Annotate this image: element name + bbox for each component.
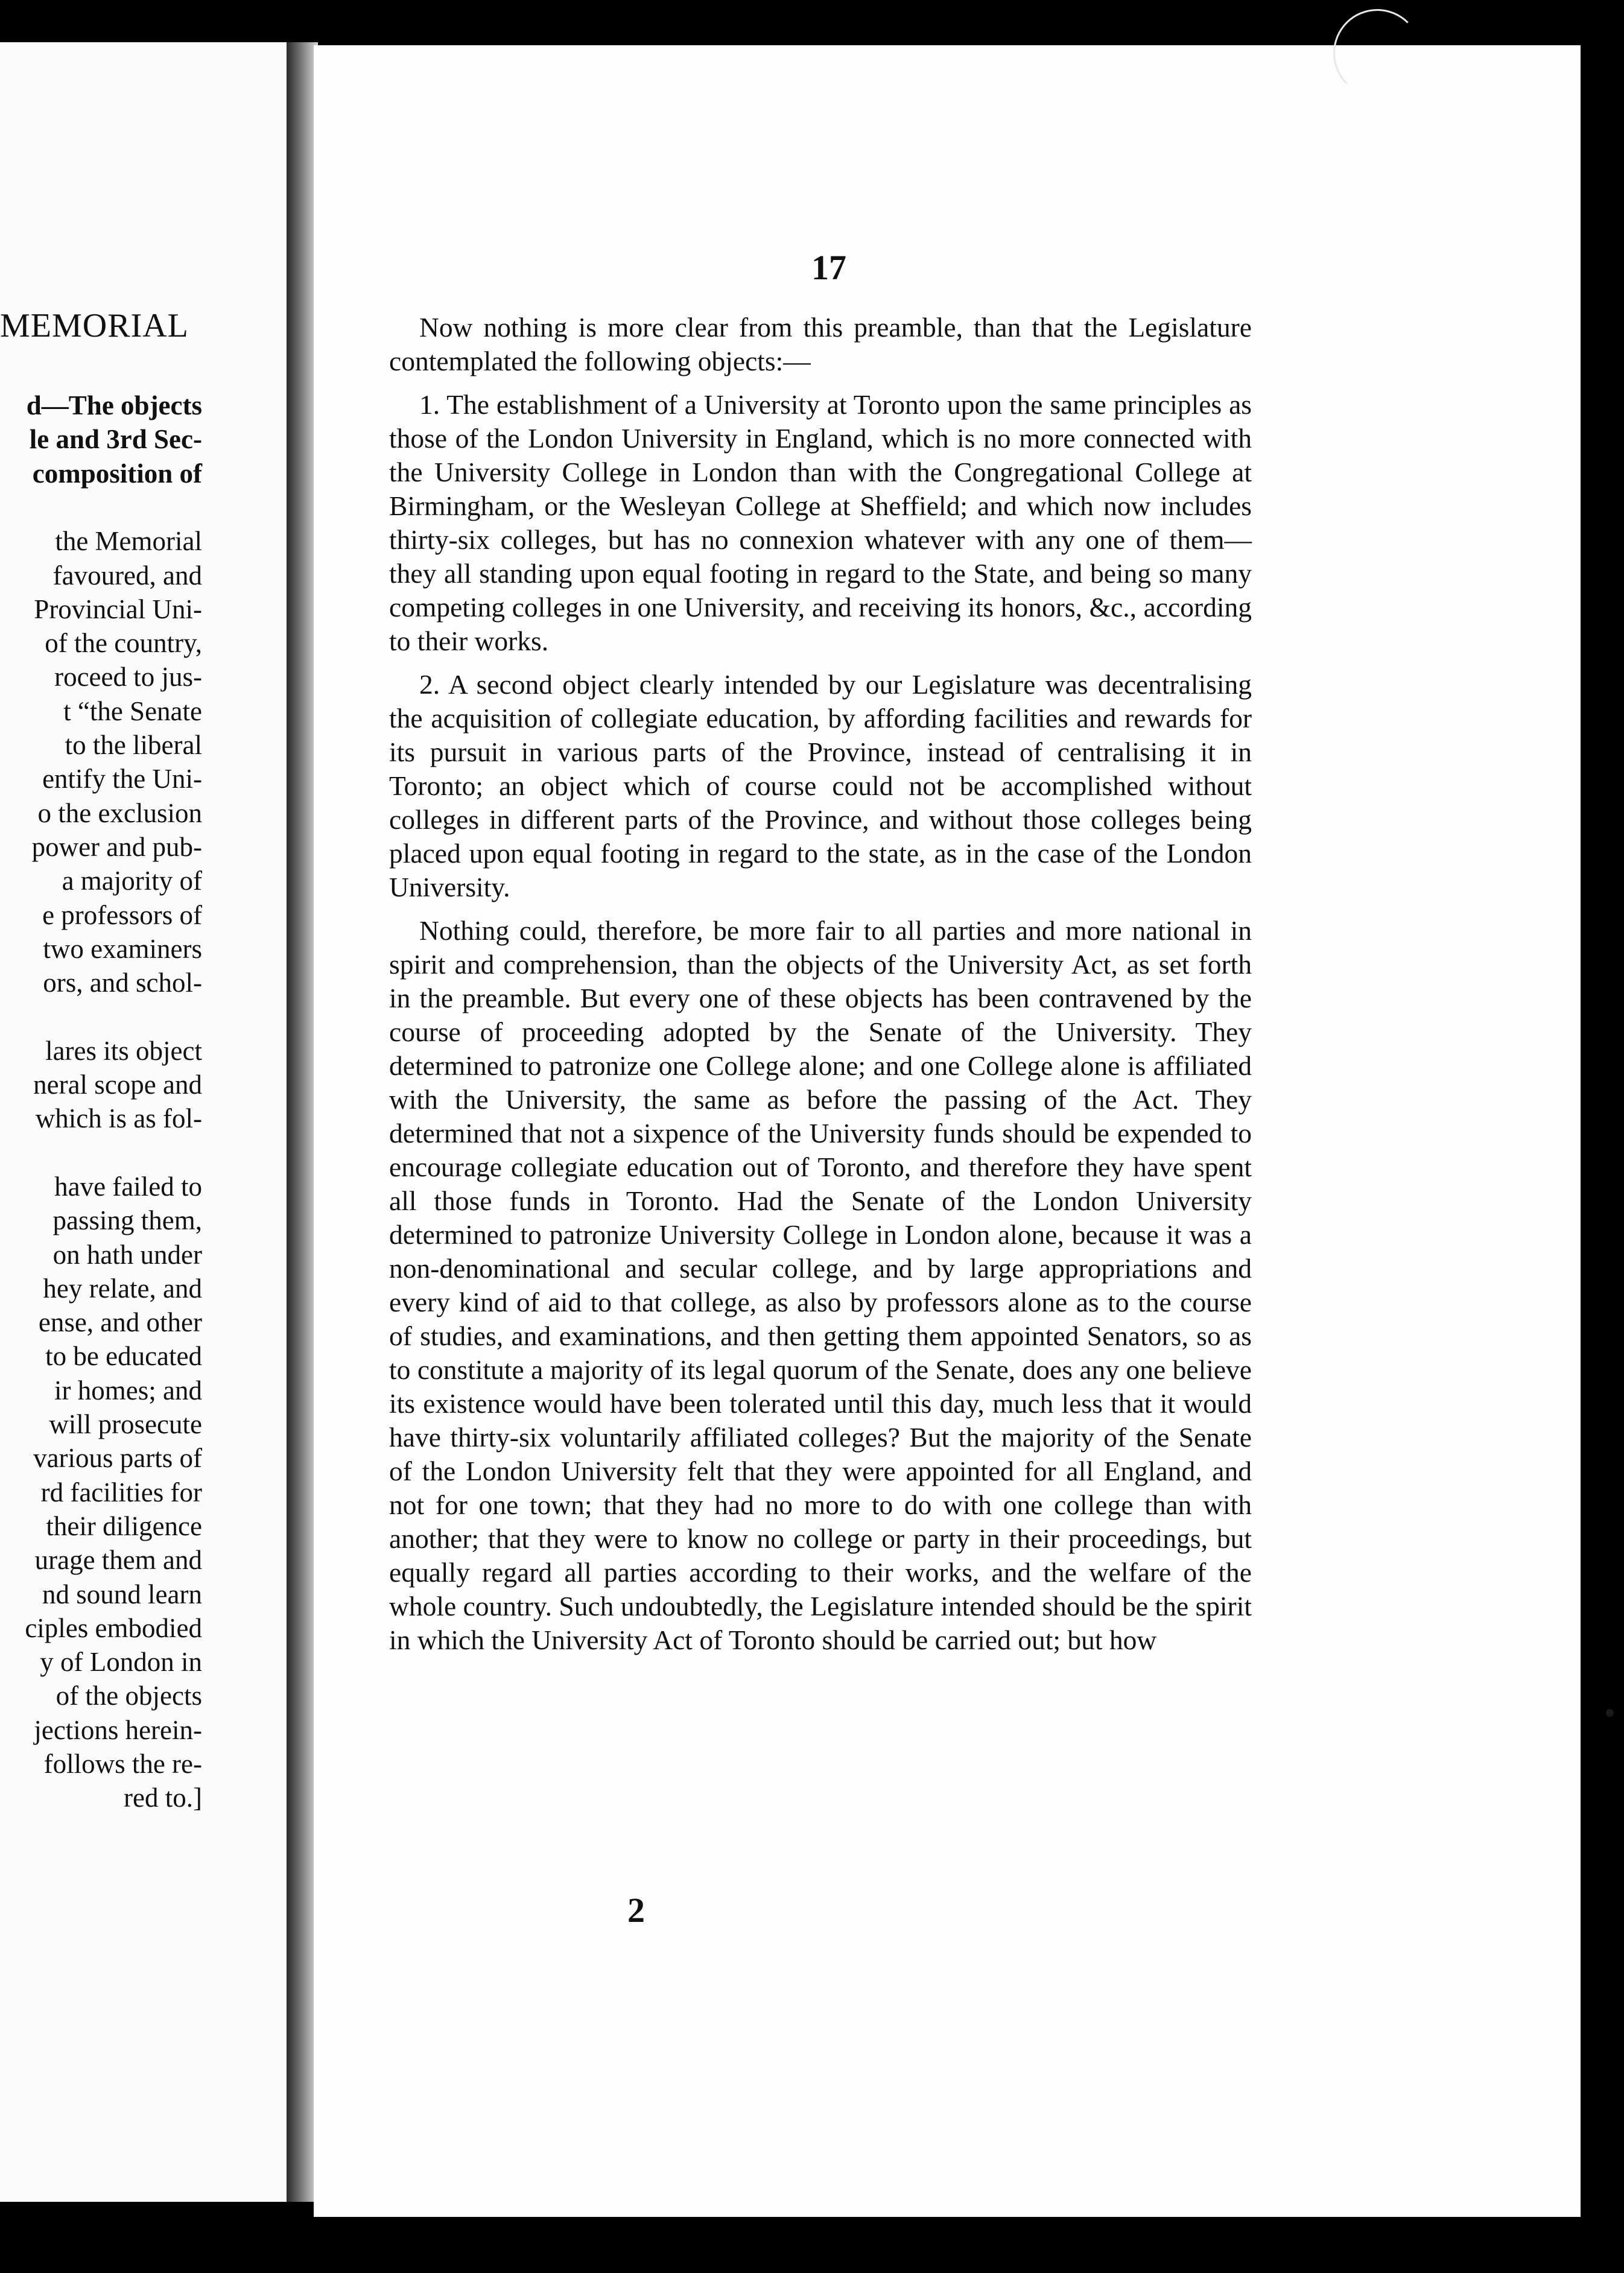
left-page-line: o the exclusion — [37, 797, 202, 828]
left-page-line: hey relate, and — [43, 1273, 202, 1304]
left-page-line: ors, and schol- — [43, 968, 202, 998]
left-page-line: red to.] — [124, 1783, 202, 1813]
page-number: 17 — [811, 248, 846, 287]
left-page-line: their diligence — [46, 1511, 202, 1541]
left-page-line: rd facilities for — [40, 1477, 202, 1507]
left-page-line: roceed to jus- — [54, 662, 202, 693]
right-page — [314, 45, 1581, 2217]
left-page-line: to the liberal — [65, 730, 202, 760]
left-page-line: y of London in — [40, 1647, 202, 1678]
left-page-line: neral scope and — [33, 1070, 202, 1100]
left-page-line: composition of — [32, 458, 202, 489]
left-page-line: power and pub- — [31, 831, 202, 862]
left-page-line: d—The objects — [26, 390, 202, 420]
left-page-line: of the country, — [45, 628, 202, 659]
left-page-line: ense, and other — [38, 1307, 202, 1338]
left-page-line: ir homes; and — [54, 1375, 202, 1406]
left-page-line: lares its object — [45, 1035, 202, 1066]
signature-mark: 2 — [627, 1891, 645, 1930]
left-page-heading: MEMORIAL — [0, 307, 189, 344]
left-page-line: the Memorial — [55, 526, 202, 557]
scan-artifact-dot — [1606, 1709, 1614, 1717]
left-page-line: entify the Uni- — [42, 764, 202, 794]
left-page-line: urage them and — [34, 1545, 202, 1576]
body-text — [389, 311, 1252, 1667]
left-page-line: jections herein- — [34, 1714, 202, 1745]
left-page-line: to be educated — [45, 1341, 202, 1372]
paragraph-object-1: 1. The establishment of a University at Toronto upon the same principles as those of the London University in England, which is no more connected with the University College in London than with the Congregational College at Birmingham, or the Wesleyan College at Sheffield; and which now includes thirty-six colleges, but has no connexion whatever with any one of them—they all standing upon equal footing in regard to the State, and being so many competing colleges in one University, and receiving its honors, &c., according to their works. — [389, 389, 1252, 656]
left-page-line: will prosecute — [49, 1409, 202, 1439]
paragraph-argument: Nothing could, therefore, be more fair to all parties and more national in spirit and comprehension, than the objects of the University Act, as set forth in the preamble. But every one of these objects has been contravened by the course of proceeding adopted by the Senate of the University. They determined to patronize one College alone; and one College alone is affiliated with the University, the same as before the passing of the Act. They determined that not a sixpence of the University funds should be expended to encourage collegiate education out of Toronto, and therefore they have spent all those funds in Toronto. Had the Senate of the London University determined to patronize University College in London alone, because it was a non-denominational and secular college, and by large appropriations and every kind of aid to that college, as also by professors alone as to the course of studies, and examinations, and then getting them appointed Senators, so as to constitute a majority of its legal quorum of the Senate, does any one believe its existence would have been tolerated until this day, much less that it would have thirty-six voluntarily affiliated colleges? But the majority of the Senate of the London University felt that they were appointed for all England, and not for one town; that they had no more to do with one college than with another; that they were to know no college or party in their proceedings, but equally regard all parties according to their works, and the welfare of the whole country. Such undoubtedly, the Legislature intended should be the spirit in which the University Act of Toronto should be carried out; but how — [389, 915, 1252, 1655]
left-page-line: le and 3rd Sec- — [29, 424, 202, 455]
left-page-line: Provincial Uni- — [34, 594, 202, 624]
left-page-line: which is as fol- — [35, 1103, 202, 1134]
paragraph-intro: Now nothing is more clear from this preamble, than that the Legislature contemplated the following objects:— — [389, 312, 1252, 376]
left-page-line: follows the re- — [43, 1749, 202, 1779]
left-page-line: on hath under — [52, 1239, 202, 1270]
scan-artifact-arc — [1333, 9, 1421, 97]
paragraph-object-2: 2. A second object clearly intended by our Legislature was decentralising the acquisition of collegiate education, by affording facilities and rewards for its pursuit in various parts of the Province, instead of centralising it in Toronto; an object which of course could not be accomplished without colleges in different parts of the Province, and without those colleges being placed upon equal footing in regard to the state, as in the case of the London University. — [389, 669, 1252, 902]
left-page-line: e professors of — [42, 899, 202, 930]
left-page-line: have failed to — [54, 1171, 202, 1202]
left-page-line: two examiners — [43, 933, 202, 964]
left-page-line: various parts of — [33, 1443, 202, 1474]
left-facing-page — [0, 42, 287, 2202]
left-page-line: nd sound learn — [42, 1579, 202, 1609]
left-page-line: of the objects — [56, 1681, 202, 1711]
left-page-line: passing them, — [52, 1205, 202, 1236]
left-page-line: t “the Senate — [63, 696, 202, 726]
left-page-line: ciples embodied — [25, 1612, 202, 1643]
left-page-line: a majority of — [62, 866, 202, 896]
left-page-line: favoured, and — [52, 560, 202, 591]
